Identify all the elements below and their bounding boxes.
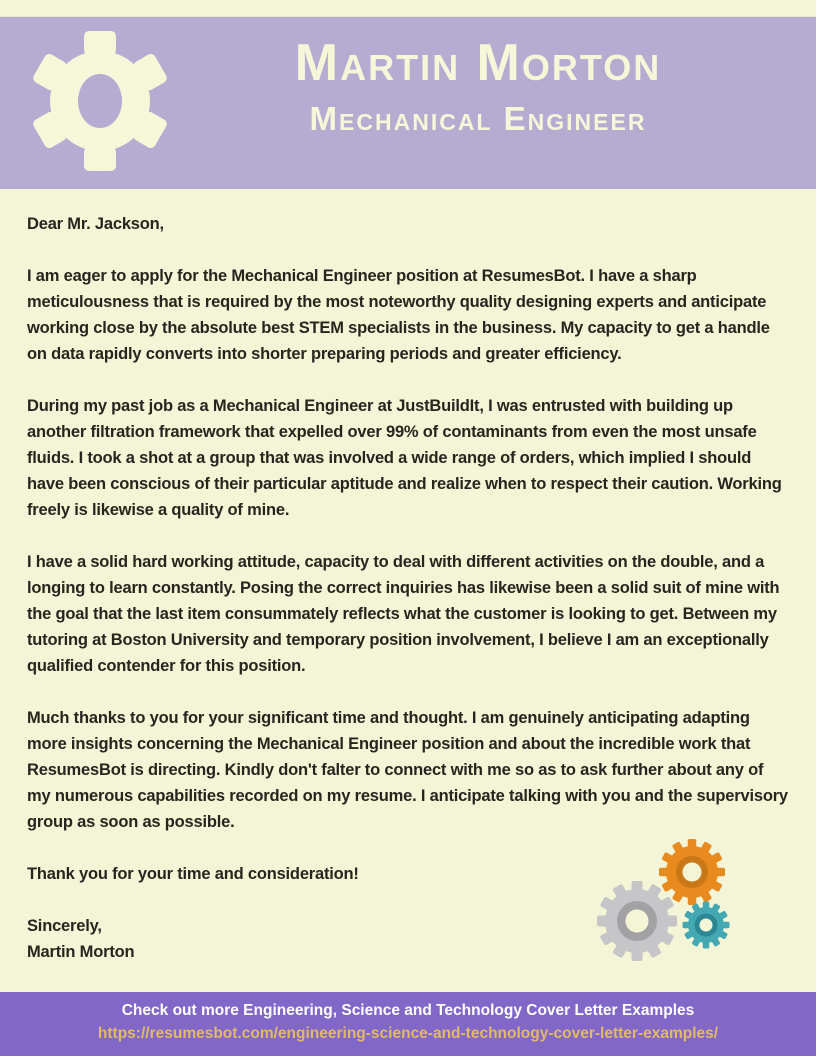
letter-body (0, 189, 816, 992)
candidate-role: Mechanical Engineer (309, 100, 647, 137)
footer-banner (0, 992, 816, 1056)
letter-header (0, 17, 816, 189)
paragraph-2: During my past job as a Mechanical Engineer at JustBuildIt, I was entrusted with building up another filtration framework that expelled over 99% of contaminants from even the most unsafe fluids. I took a shot at a group that was involved a wide range of orders, which implied I should have been conscious of their particular aptitude and realize when to respect their caution. Working freely is likewise a quality of mine. (27, 397, 782, 519)
signature: Martin Morton (27, 943, 135, 961)
footer-link[interactable]: https://resumesbot.com/engineering-science-and-technology-cover-letter-examples/ (97, 1025, 719, 1042)
closing-line: Thank you for your time and consideration! (27, 865, 359, 883)
candidate-name: Martin Morton (294, 34, 662, 92)
footer-text: Check out more Engineering, Science and Technology Cover Letter Examples (121, 1002, 695, 1019)
signoff-block (27, 913, 789, 965)
signoff: Sincerely, (27, 917, 102, 935)
gear-icon (20, 17, 190, 189)
paragraph-1: I am eager to apply for the Mechanical Engineer position at ResumesBot. I have a sharp meticulousness that is required by the most noteworthy quality designing experts and anticipate working close by the absolute best STEM specialists in the business. My capacity to get a handle on data rapidly converts into shorter preparing periods and greater efficiency. (27, 267, 770, 363)
salutation: Dear Mr. Jackson, (27, 215, 164, 233)
header-titles (180, 17, 776, 189)
paragraph-4: Much thanks to you for your significant time and thought. I am genuinely anticipating adapting more insights concerning the Mechanical Engineer position and about the incredible work that ResumesBot is directing. Kindly don't falter to connect with me so as to ask further about any of my numerous capabilities recorded on my resume. I anticipate talking with you and the supervisory group as soon as possible. (27, 709, 788, 831)
paragraph-3: I have a solid hard working attitude, capacity to deal with different activities on the double, and a longing to learn constantly. Posing the correct inquiries has likewise been a solid suit of mine with the goal that the last item consummately reflects what the customer is looking to get. Between my tutoring at Boston University and temporary position involvement, I believe I am an exceptionally qualified contender for this position. (27, 553, 780, 675)
top-margin-strip (0, 0, 816, 17)
